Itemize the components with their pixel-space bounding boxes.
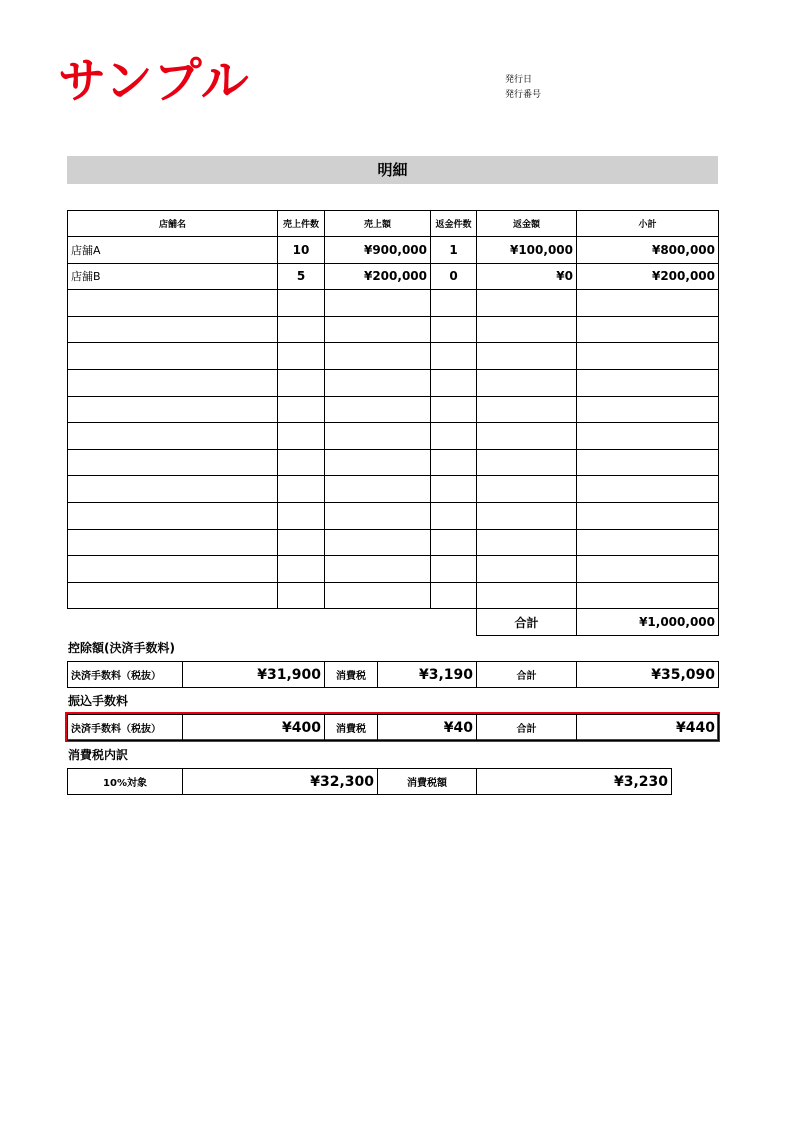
empty-cell — [68, 369, 278, 396]
empty-cell — [68, 529, 278, 556]
empty-cell — [325, 343, 431, 370]
empty-cell — [577, 369, 719, 396]
transfer-table — [67, 714, 719, 741]
empty-cell — [577, 316, 719, 343]
empty-cell — [431, 290, 477, 317]
empty-cell — [477, 369, 577, 396]
header-subtotal: 小計 — [577, 211, 719, 237]
deduction-title: 控除額(決済手数料) — [68, 641, 175, 655]
empty-cell — [325, 290, 431, 317]
empty-cell — [68, 396, 278, 423]
empty-cell — [325, 476, 431, 503]
empty-cell — [278, 502, 325, 529]
empty-cell — [278, 343, 325, 370]
tax-amount-label: 消費税額 — [378, 769, 477, 795]
empty-cell — [68, 449, 278, 476]
empty-cell — [68, 343, 278, 370]
empty-cell — [68, 290, 278, 317]
empty-cell — [68, 423, 278, 450]
empty-cell — [431, 316, 477, 343]
table-row — [68, 237, 719, 264]
deduction-tax-value: ¥3,190 — [378, 662, 477, 688]
empty-cell — [577, 449, 719, 476]
header-sales-count: 売上件数 — [278, 211, 325, 237]
detail-banner: 明細 — [67, 156, 718, 184]
subtotal-cell: ¥200,000 — [577, 263, 719, 290]
transfer-fee-value: ¥400 — [183, 715, 325, 741]
empty-cell — [431, 369, 477, 396]
empty-cell — [325, 316, 431, 343]
header-refund-count: 返金件数 — [431, 211, 477, 237]
tax-breakdown-title: 消費税内訳 — [68, 748, 129, 762]
deduction-total-label: 合計 — [477, 662, 577, 688]
empty-cell — [577, 343, 719, 370]
empty-cell — [577, 529, 719, 556]
empty-cell — [577, 502, 719, 529]
transfer-row — [68, 715, 719, 741]
empty-cell — [278, 529, 325, 556]
transfer-fee-label: 決済手数料（税抜） — [68, 715, 183, 741]
empty-cell — [431, 529, 477, 556]
tax-breakdown-row — [68, 769, 672, 795]
detail-total-label: 合計 — [477, 609, 577, 636]
transfer-title: 振込手数料 — [68, 694, 129, 708]
empty-cell — [577, 423, 719, 450]
empty-cell — [431, 556, 477, 583]
table-row — [68, 290, 719, 317]
empty-cell — [477, 449, 577, 476]
issue-date-label: 発行日 — [505, 75, 533, 85]
empty-cell — [577, 556, 719, 583]
table-row — [68, 263, 719, 290]
tax-target-value: ¥32,300 — [183, 769, 378, 795]
table-row — [68, 369, 719, 396]
transfer-total-value: ¥440 — [577, 715, 719, 741]
empty-cell — [431, 423, 477, 450]
empty-cell — [278, 476, 325, 503]
empty-cell — [278, 290, 325, 317]
empty-cell — [325, 369, 431, 396]
empty-cell — [431, 343, 477, 370]
header-store-name: 店舗名 — [68, 211, 278, 237]
refund-amount-cell: ¥0 — [477, 263, 577, 290]
empty-cell — [577, 582, 719, 609]
table-row — [68, 343, 719, 370]
transfer-tax-value: ¥40 — [378, 715, 477, 741]
table-row — [68, 556, 719, 583]
empty-cell — [431, 449, 477, 476]
empty-cell — [278, 423, 325, 450]
empty-cell — [577, 396, 719, 423]
tax-breakdown-table — [67, 768, 672, 795]
tax-amount-value: ¥3,230 — [477, 769, 672, 795]
deduction-total-value: ¥35,090 — [577, 662, 719, 688]
empty-cell — [278, 556, 325, 583]
tax-target-label: 10%対象 — [68, 769, 183, 795]
sales-amount-cell: ¥200,000 — [325, 263, 431, 290]
header-sales-amount: 売上額 — [325, 211, 431, 237]
empty-cell — [477, 290, 577, 317]
sales-count-cell: 5 — [278, 263, 325, 290]
deduction-fee-label: 決済手数料（税抜） — [68, 662, 183, 688]
empty-cell — [325, 529, 431, 556]
detail-table — [67, 210, 719, 636]
header-refund-amount: 返金額 — [477, 211, 577, 237]
empty-cell — [68, 556, 278, 583]
subtotal-cell: ¥800,000 — [577, 237, 719, 264]
refund-count-cell: 0 — [431, 263, 477, 290]
empty-cell — [477, 582, 577, 609]
empty-cell — [577, 290, 719, 317]
detail-total-row — [68, 609, 719, 636]
table-row — [68, 529, 719, 556]
empty-cell — [477, 529, 577, 556]
refund-count-cell: 1 — [431, 237, 477, 264]
store-name-cell: 店舗B — [68, 263, 278, 290]
empty-cell — [431, 396, 477, 423]
empty-cell — [325, 423, 431, 450]
deduction-table — [67, 661, 719, 688]
transfer-total-label: 合計 — [477, 715, 577, 741]
empty-cell — [431, 502, 477, 529]
transfer-tax-label: 消費税 — [325, 715, 378, 741]
deduction-tax-label: 消費税 — [325, 662, 378, 688]
empty-cell — [477, 556, 577, 583]
total-spacer — [68, 609, 477, 636]
deduction-fee-value: ¥31,900 — [183, 662, 325, 688]
table-row — [68, 449, 719, 476]
empty-cell — [477, 396, 577, 423]
detail-header-row — [68, 211, 719, 237]
table-row — [68, 502, 719, 529]
empty-cell — [278, 582, 325, 609]
sales-amount-cell: ¥900,000 — [325, 237, 431, 264]
empty-cell — [431, 476, 477, 503]
table-row — [68, 396, 719, 423]
empty-cell — [68, 316, 278, 343]
sample-watermark: サンプル — [58, 53, 250, 109]
empty-cell — [477, 343, 577, 370]
refund-amount-cell: ¥100,000 — [477, 237, 577, 264]
empty-cell — [577, 476, 719, 503]
empty-cell — [325, 396, 431, 423]
empty-cell — [325, 449, 431, 476]
empty-cell — [68, 502, 278, 529]
empty-cell — [278, 369, 325, 396]
sales-count-cell: 10 — [278, 237, 325, 264]
table-row — [68, 476, 719, 503]
empty-cell — [477, 423, 577, 450]
issue-number-label: 発行番号 — [505, 90, 542, 100]
empty-cell — [278, 316, 325, 343]
table-row — [68, 423, 719, 450]
empty-cell — [477, 502, 577, 529]
empty-cell — [278, 396, 325, 423]
empty-cell — [278, 449, 325, 476]
empty-cell — [325, 582, 431, 609]
empty-cell — [325, 556, 431, 583]
deduction-row — [68, 662, 719, 688]
table-row — [68, 316, 719, 343]
empty-cell — [325, 502, 431, 529]
empty-cell — [477, 316, 577, 343]
table-row — [68, 582, 719, 609]
store-name-cell: 店舗A — [68, 237, 278, 264]
empty-cell — [68, 582, 278, 609]
empty-cell — [68, 476, 278, 503]
empty-cell — [431, 582, 477, 609]
empty-cell — [477, 476, 577, 503]
detail-total-value: ¥1,000,000 — [577, 609, 719, 636]
